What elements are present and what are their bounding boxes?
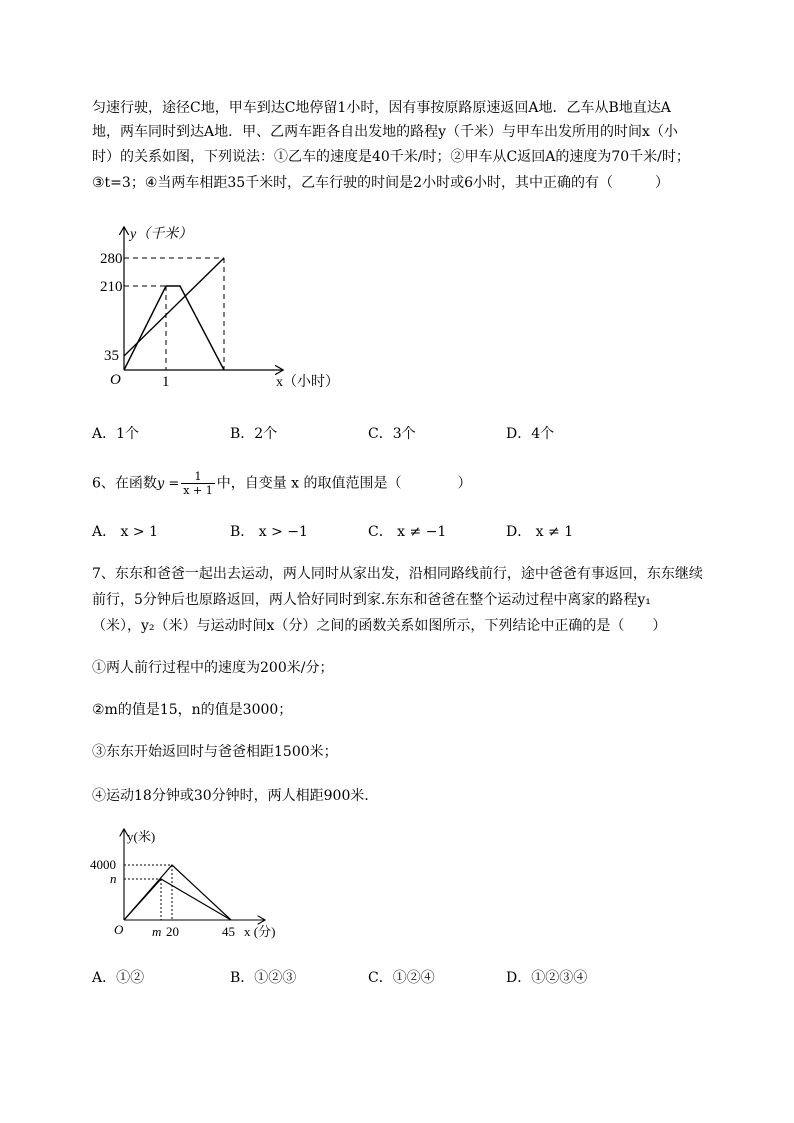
q5-line-4: ③t=3；④当两车相距35千米时，乙车行驶的时间是2小时或6小时，其中正确的有（ ） [92, 175, 669, 191]
q5-graph [100, 218, 360, 398]
q7-line-2: 前行，5分钟后也原路返回，两人恰好同时到家.东东和爸爸在整个运动过程中离家的路程y₁ [92, 592, 651, 608]
q5-option-d[interactable]: D．4个 [506, 426, 555, 442]
q5-tick-280: 280 [100, 251, 123, 267]
q7-tick-20: 20 [166, 924, 179, 939]
q5-option-a[interactable]: A．1个 [92, 426, 140, 442]
q7-x-label: x (分) [244, 924, 276, 939]
q7-tick-m: m [152, 924, 162, 939]
q7-option-a[interactable]: A．①② [92, 970, 145, 986]
q7-graph [88, 826, 288, 946]
q5-option-b[interactable]: B．2个 [230, 426, 278, 442]
q5-car-jia-line [124, 286, 224, 370]
q7-tick-45: 45 [222, 924, 235, 939]
q7-line-3: （米），y₂（米）与运动时间x（分）之间的函数关系如图所示，下列结论中正确的是（ ） [92, 618, 667, 634]
q5-tick-210: 210 [100, 279, 123, 295]
q6-suffix: 中，自变量 x 的取值范围是（ ） [216, 475, 472, 492]
q6-stem [92, 470, 472, 498]
q6-option-d[interactable]: D． x ≠ 1 [506, 524, 574, 540]
q5-origin: O [110, 372, 121, 388]
q7-dad-line [124, 879, 231, 920]
q6-frac-den: x + 1 [183, 484, 213, 497]
q6-option-a[interactable]: A． x > 1 [92, 524, 158, 540]
q5-line-3: 时）的关系如图，下列说法：①乙车的速度是40千米/时；②甲车从C返回A的速度为70千米/时； [92, 149, 690, 165]
q7-option-c[interactable]: C．①②④ [368, 970, 435, 986]
q6-func-lhs: y = [156, 476, 180, 492]
q7-statement-2: ②m的值是15，n的值是3000； [92, 702, 293, 718]
q6-frac-num: 1 [181, 470, 214, 484]
q7-statement-4: ④运动18分钟或30分钟时，两人相距900米． [92, 788, 379, 804]
q6-prefix: 6、在函数 [92, 475, 157, 492]
q7-statement-3: ③东东开始返回时与爸爸相距1500米； [92, 744, 338, 760]
q7-option-d[interactable]: D．①②③④ [506, 970, 588, 986]
q7-tick-4000: 4000 [90, 857, 116, 872]
q5-option-c[interactable]: C．3个 [368, 426, 416, 442]
q5-line-2: 地，两车同时到达A地．甲、乙两车距各自出发地的路程y（千米）与甲车出发所用的时间x（小 [92, 124, 678, 140]
q5-y-label: y（千米） [130, 227, 193, 242]
q5-line-1: 匀速行驶，途径C地，甲车到达C地停留1小时，因有事按原路原速返回A地．乙车从B地直达A [92, 100, 671, 116]
q6-option-b[interactable]: B． x > −1 [230, 524, 308, 540]
q5-tick-35: 35 [104, 348, 119, 364]
q7-option-b[interactable]: B．①②③ [230, 970, 297, 986]
q7-y-label: y(米) [127, 829, 156, 844]
q7-dongdong-line [124, 865, 231, 920]
q7-statement-1: ①两人前行过程中的速度为200米/分； [92, 660, 334, 676]
q6-fraction [181, 470, 214, 497]
q5-tick-1: 1 [162, 374, 170, 390]
q5-x-label: x（小时） [276, 375, 339, 390]
q6-option-c[interactable]: C． x ≠ −1 [368, 524, 447, 540]
q7-line-1: 7、东东和爸爸一起出去运动，两人同时从家出发，沿相同路线前行，途中爸爸有事返回，东东继续 [92, 566, 703, 582]
q7-tick-n: n [110, 871, 117, 886]
q7-origin: O [114, 922, 124, 937]
